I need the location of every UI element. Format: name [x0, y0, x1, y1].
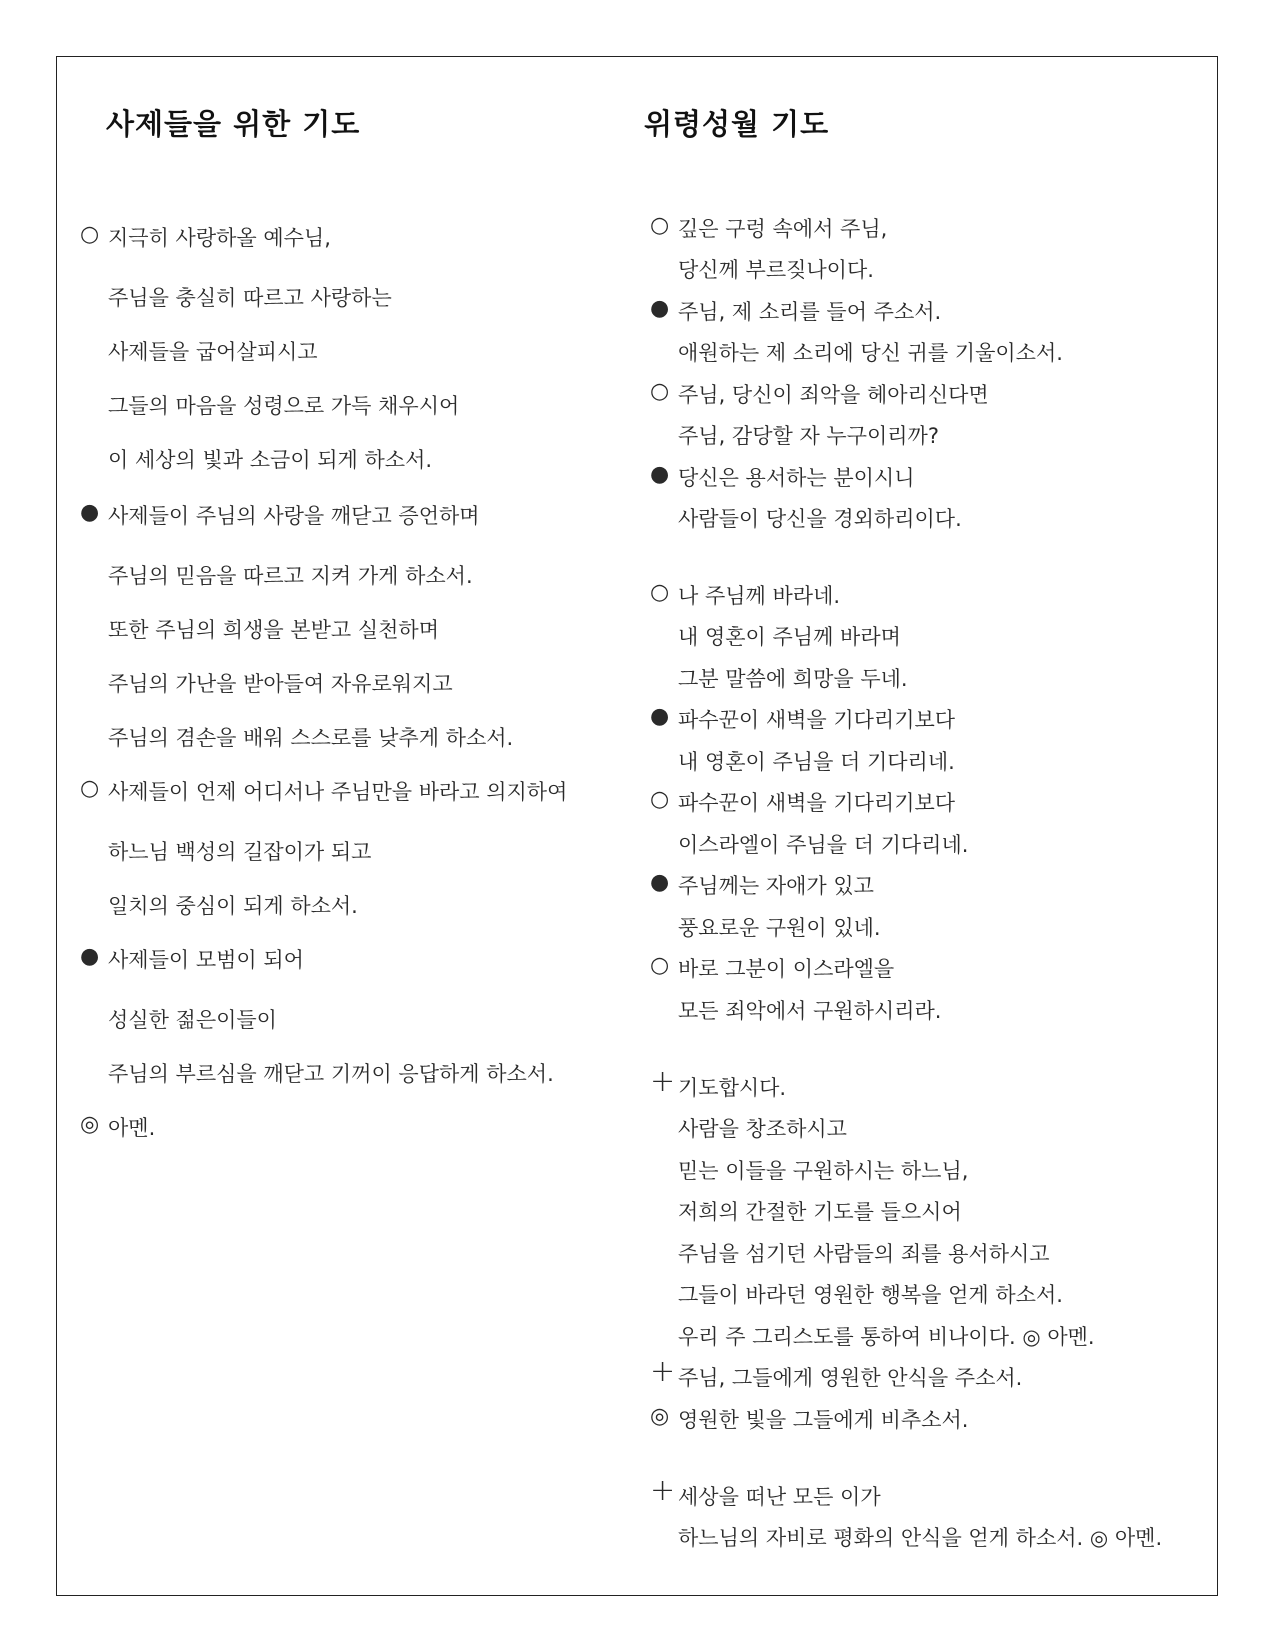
prayer-text: 주님, 당신이 죄악을 헤아리신다면: [678, 383, 989, 407]
prayer-text: 사제들이 모범이 되어: [108, 948, 304, 972]
response-marker-icon: ●: [650, 296, 670, 321]
response-marker-icon: ○: [650, 953, 670, 978]
prayer-text: 영원한 빛을 그들에게 비추소서.: [678, 1408, 969, 1432]
prayer-text: 일치의 중심이 되게 하소서.: [108, 894, 358, 918]
prayer-text: 나 주님께 바라네.: [678, 584, 841, 608]
prayer-text: 바로 그분이 이스라엘을: [678, 957, 895, 981]
prayer-text: 내 영혼이 주님께 바라며: [678, 625, 901, 649]
prayer-text: 주님의 믿음을 따르고 지켜 가게 하소서.: [108, 564, 473, 588]
prayer-text: 당신께 부르짖나이다.: [678, 258, 874, 282]
prayer-text: 주님을 섬기던 사람들의 죄를 용서하시고: [678, 1242, 1050, 1266]
response-marker-icon: ○: [80, 222, 100, 247]
prayer-text: 파수꾼이 새벽을 기다리기보다: [678, 791, 956, 815]
prayer-text: 하느님 백성의 길잡이가 되고: [108, 840, 372, 864]
prayer-text: 사람들이 당신을 경외하리이다.: [678, 507, 962, 531]
response-marker-icon: ●: [650, 704, 670, 729]
response-marker-icon: ●: [650, 870, 670, 895]
prayer-text: 주님을 충실히 따르고 사랑하는: [108, 286, 392, 310]
prayer-text: 내 영혼이 주님을 더 기다리네.: [678, 750, 955, 774]
prayer-text: 그들의 마음을 성령으로 가득 채우시어: [108, 394, 460, 418]
response-marker-icon: ○: [80, 776, 100, 801]
prayer-text: 당신은 용서하는 분이시니: [678, 466, 915, 490]
prayer-text: 모든 죄악에서 구원하시리라.: [678, 999, 942, 1023]
prayer-text: 사람을 창조하시고: [678, 1117, 847, 1141]
prayer-text: 애원하는 제 소리에 당신 귀를 기울이소서.: [678, 341, 1063, 365]
response-marker-icon: ○: [650, 213, 670, 238]
response-marker-icon: +: [650, 1354, 676, 1389]
prayer-text: 주님께는 자애가 있고: [678, 874, 874, 898]
response-marker-icon: ●: [80, 944, 100, 969]
response-marker-icon: +: [650, 1064, 676, 1099]
prayer-text: 성실한 젊은이들이: [108, 1008, 277, 1032]
prayer-text: 주님의 가난을 받아들여 자유로워지고: [108, 672, 453, 696]
prayer-text: 지극히 사랑하올 예수님,: [108, 226, 331, 250]
prayer-text: 또한 주님의 희생을 본받고 실천하며: [108, 618, 439, 642]
prayer-text: 풍요로운 구원이 있네.: [678, 916, 881, 940]
response-marker-icon: ○: [650, 379, 670, 404]
response-marker-icon: ○: [650, 580, 670, 605]
prayer-text: 믿는 이들을 구원하시는 하느님,: [678, 1159, 969, 1183]
response-marker-icon: ●: [650, 462, 670, 487]
response-marker-icon: ◎: [650, 1404, 670, 1429]
prayer-text: 파수꾼이 새벽을 기다리기보다: [678, 708, 956, 732]
prayer-text: 이 세상의 빛과 소금이 되게 하소서.: [108, 448, 433, 472]
response-marker-icon: ○: [650, 787, 670, 812]
prayer-text: 깊은 구렁 속에서 주님,: [678, 217, 888, 241]
response-marker-icon: +: [650, 1473, 676, 1508]
prayer-text: 세상을 떠난 모든 이가: [678, 1485, 881, 1509]
prayer-text: 사제들이 언제 어디서나 주님만을 바라고 의지하여: [108, 780, 568, 804]
prayer-text: 우리 주 그리스도를 통하여 비나이다. ◎ 아멘.: [678, 1325, 1095, 1349]
prayer-text: 저희의 간절한 기도를 들으시어: [678, 1200, 962, 1224]
prayer-text: 주님, 그들에게 영원한 안식을 주소서.: [678, 1366, 1023, 1390]
response-marker-icon: ◎: [80, 1112, 100, 1137]
prayer-text: 그들이 바라던 영원한 행복을 얻게 하소서.: [678, 1283, 1063, 1307]
left-title: 사제들을 위한 기도: [106, 107, 361, 141]
prayer-text: 하느님의 자비로 평화의 안식을 얻게 하소서. ◎ 아멘.: [678, 1526, 1163, 1550]
prayer-text: 아멘.: [108, 1116, 156, 1140]
prayer-text: 주님, 제 소리를 들어 주소서.: [678, 300, 942, 324]
prayer-text: 주님의 부르심을 깨닫고 기꺼이 응답하게 하소서.: [108, 1062, 554, 1086]
prayer-text: 주님, 감당할 자 누구이리까?: [678, 424, 939, 448]
response-marker-icon: ●: [80, 500, 100, 525]
right-title: 위령성월 기도: [644, 107, 830, 141]
prayer-text: 주님의 겸손을 배워 스스로를 낮추게 하소서.: [108, 726, 514, 750]
prayer-text: 이스라엘이 주님을 더 기다리네.: [678, 833, 969, 857]
prayer-text: 기도합시다.: [678, 1076, 787, 1100]
prayer-text: 사제들이 주님의 사랑을 깨닫고 증언하며: [108, 504, 480, 528]
prayer-text: 사제들을 굽어살피시고: [108, 340, 318, 364]
prayer-text: 그분 말씀에 희망을 두네.: [678, 667, 908, 691]
